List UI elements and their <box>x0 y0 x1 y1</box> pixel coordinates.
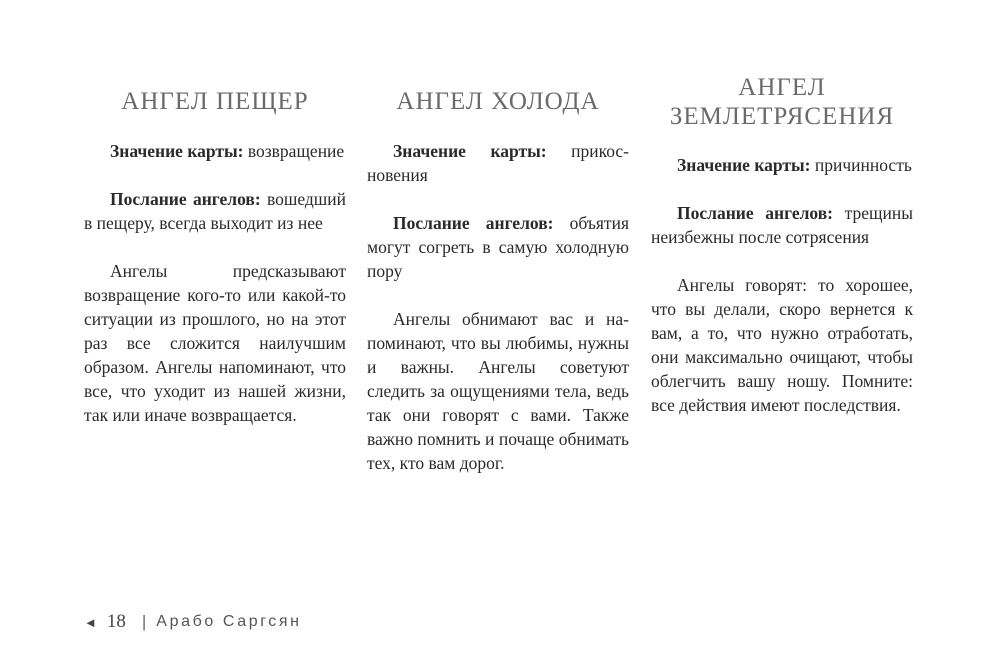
card-message <box>651 201 913 249</box>
card-body <box>367 139 629 499</box>
card-title-line: АНГЕЛ <box>738 74 826 101</box>
page-number: 18 <box>106 611 126 632</box>
meaning-text: прикосновения <box>367 141 629 185</box>
meaning-label: Значение карты: <box>393 141 547 161</box>
footer-separator: | <box>141 612 147 631</box>
meaning-text: причинность <box>814 155 912 175</box>
card-description: Ангелы предсказывают возвращение кого-то или какой-то ситуации из прошлого, но на этот раз все сложится наилучшим образом. Ангелы напоминают, что все, что уходит из нашей жизни, так или иначе возвращается. <box>84 261 346 425</box>
message-text: трещины неизбежны после сотрясения <box>651 203 914 247</box>
page-footer <box>84 609 302 635</box>
prev-page-arrow-icon: ◄ <box>84 614 97 630</box>
meaning-label: Значение карты: <box>677 155 811 175</box>
message-text: вошедший в пещеру, всегда выходит из нее <box>84 189 346 233</box>
message-label: Послание ангелов: <box>110 189 261 209</box>
meaning-label: Значение карты: <box>110 141 244 161</box>
card-title <box>367 88 629 116</box>
card-title-line: АНГЕЛ ХОЛОДА <box>396 88 600 115</box>
card-title <box>651 73 913 131</box>
card-message <box>84 187 346 235</box>
meaning-text: возвращение <box>247 141 345 161</box>
card-meaning <box>84 139 346 163</box>
message-text: объятия могут согреть в самую холодную пору <box>367 213 629 281</box>
card-title <box>84 88 346 116</box>
card-meaning <box>651 153 913 177</box>
card-title-line: АНГЕЛ ПЕЩЕР <box>121 88 309 115</box>
card-meaning <box>367 139 629 187</box>
card-title-line: ЗЕМЛЕТРЯСЕНИЯ <box>669 103 895 130</box>
card-description: Ангелы обнимают вас и напоминают, что вы любимы, нужны и важны. Ангелы советуют следить за ощущениями тела, ведь так они говорят с вами. Также важно помнить и почаще обнимать тех, кто вам дорог. <box>367 309 629 473</box>
card-body <box>84 139 346 451</box>
card-body <box>651 153 913 441</box>
card-description: Ангелы говорят: то хорошее, что вы делали, скоро вернется к вам, а то, что нужно отработать, они максимально очищают, чтобы облегчить вашу ношу. Помните: все действия имеют последствия. <box>651 275 913 415</box>
card-message <box>367 211 629 283</box>
author-name: Арабо Саргсян <box>156 613 302 630</box>
message-label: Послание ангелов: <box>677 203 834 223</box>
message-label: Послание ангелов: <box>393 213 554 233</box>
